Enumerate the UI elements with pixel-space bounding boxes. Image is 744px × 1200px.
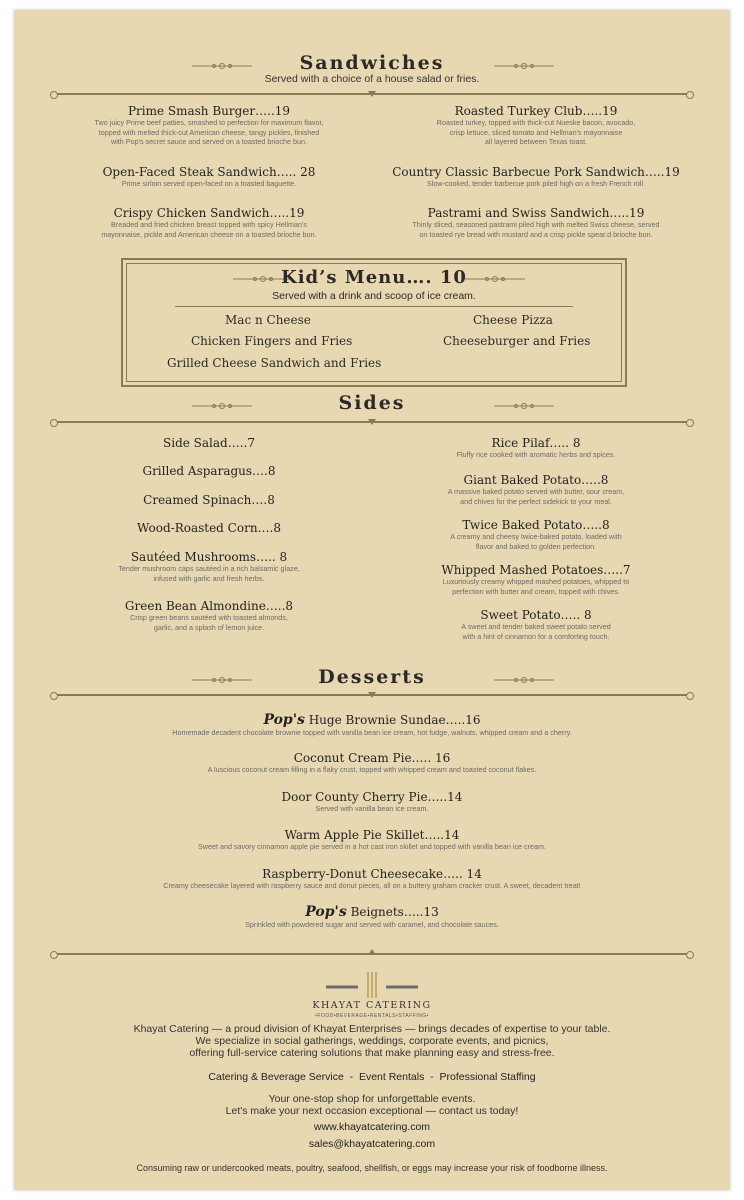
item-name: Beignets…..13 — [350, 905, 439, 919]
kids-item: Cheeseburger and Fries — [443, 334, 591, 348]
kids-divider — [175, 306, 573, 307]
right-flourish-icon — [494, 676, 554, 684]
menu-item — [380, 206, 692, 239]
item-name: Wood-Roasted Corn….8 — [136, 521, 282, 535]
section-divider — [54, 93, 690, 95]
item-name: Grilled Asparagus….8 — [142, 464, 276, 478]
item-description: A sweet and tender baked sweet potato served with a hint of cinnamon for a comforting touch. — [461, 622, 611, 641]
foodborne-disclaimer: Consuming raw or undercooked meats, poultry, seafood, shellfish, or eggs may increase your risk of foodborne illness. — [136, 1163, 608, 1173]
side-item — [380, 563, 692, 596]
item-name: Side Salad…..7 — [163, 436, 255, 450]
item-name: Pastrami and Swiss Sandwich…..19 — [427, 206, 645, 220]
item-name: Green Bean Almondine…..8 — [124, 599, 294, 613]
menu-page — [14, 10, 730, 1190]
email-link[interactable]: sales@khayatcatering.com — [308, 1138, 436, 1150]
side-item — [380, 473, 692, 506]
item-description: Two juicy Prime beef patties, smashed to perfection for maximum flavor, topped with melted thick-cut American cheese, tangy pickles, finished with Pop's secret sauce and served on a toasted brioche bun. — [94, 118, 324, 146]
dessert-item — [54, 790, 690, 814]
item-name: Open-Faced Steak Sandwich….. 28 — [102, 165, 316, 179]
item-description: A massive baked potato served with butter, sour cream, and chives for the perfect sidekick to your meal. — [447, 487, 625, 506]
item-description: Luxuriously creamy whipped mashed potatoes, whipped to perfection with butter and cream, topped with chives. — [442, 577, 630, 596]
item-name: Roasted Turkey Club…..19 — [454, 104, 618, 118]
kids-menu-subtitle: Served with a drink and scoop of ice cream. — [272, 290, 476, 302]
item-description: Tender mushroom caps sautéed in a rich balsamic glaze, infused with garlic and fresh herbs. — [118, 564, 300, 583]
item-name: Sweet Potato….. 8 — [480, 608, 592, 622]
desserts-title: Desserts — [318, 666, 426, 688]
kids-menu-title: Kid’s Menu…. 10 — [281, 267, 467, 288]
item-description: Prime sirloin served open-faced on a toasted baguette. — [121, 179, 297, 188]
kids-item: Mac n Cheese — [225, 313, 311, 327]
sides-title: Sides — [338, 392, 406, 414]
item-description: Fluffy rice cooked with aromatic herbs and spices. — [456, 450, 616, 459]
item-description: A creamy and cheesy twice-baked potato, loaded with flavor and baked to golden perfection. — [450, 532, 622, 551]
item-name: Rice Pilaf….. 8 — [491, 436, 581, 450]
kids-item: Grilled Cheese Sandwich and Fries — [167, 356, 382, 370]
item-description: A luscious coconut cream filling in a flaky crust, topped with whipped cream and toasted coconut flakes. — [207, 765, 537, 774]
side-item — [54, 493, 364, 507]
item-name: Warm Apple Pie Skillet…..14 — [284, 828, 460, 842]
kids-item: Chicken Fingers and Fries — [191, 334, 353, 348]
item-name: Whipped Mashed Potatoes…..7 — [441, 563, 631, 577]
sandwiches-subtitle: Served with a choice of a house salad or fries. — [264, 73, 480, 85]
dessert-item — [54, 712, 690, 738]
item-description: Creamy cheesecake layered with raspberry sauce and donut pieces, all on a buttery graham cracker crust. A sweet, decadent treat! — [163, 881, 581, 890]
item-name: Crispy Chicken Sandwich…..19 — [113, 206, 305, 220]
item-description: Sprinkled with powdered sugar and served with caramel, and chocolate sauces. — [245, 920, 499, 929]
item-description: Sweet and savory cinnamon apple pie served in a hot cast iron skillet and topped with vanilla bean ice cream. — [198, 842, 546, 851]
side-item — [380, 436, 692, 460]
logo-tagline: •FOOD•BEVERAGE•RENTALS•STAFFING• — [315, 1013, 429, 1019]
menu-item — [380, 165, 692, 189]
item-description: Served with vanilla bean ice cream. — [315, 804, 429, 813]
menu-item — [54, 206, 364, 239]
item-name: Coconut Cream Pie….. 16 — [293, 751, 451, 765]
khayat-logo-icon — [326, 970, 418, 1000]
side-item — [54, 436, 364, 450]
logo-name: KHAYAT CATERING — [312, 1000, 432, 1011]
item-name: Huge Brownie Sundae…..16 — [308, 713, 481, 727]
item-description: Roasted turkey, topped with thick-cut Nueske bacon, avocado, crisp lettuce, sliced tomato and Hellman's mayonnaise all layered between Texas toast. — [436, 118, 636, 146]
item-description: Slow-cooked, tender barbecue pork piled high on a fresh French roll. — [426, 179, 646, 188]
dessert-item — [54, 751, 690, 775]
item-name: Raspberry-Donut Cheesecake….. 14 — [262, 867, 482, 881]
side-item — [380, 518, 692, 551]
right-flourish-icon — [494, 62, 554, 70]
sandwiches-title: Sandwiches — [299, 52, 445, 74]
item-description: Crisp green beans sautéed with toasted almonds, garlic, and a splash of lemon juice. — [130, 613, 288, 632]
website-link[interactable]: www.khayatcatering.com — [313, 1121, 431, 1133]
kids-item: Cheese Pizza — [473, 313, 553, 327]
dessert-item — [54, 867, 690, 891]
menu-item — [54, 165, 364, 189]
item-name: Giant Baked Potato…..8 — [463, 473, 609, 487]
cta-text: Your one-stop shop for unforgettable events. Let's make your next occasion exceptional — contact us today! — [225, 1093, 519, 1117]
dessert-item — [54, 904, 690, 930]
section-divider — [54, 421, 690, 423]
section-divider — [54, 953, 690, 955]
item-name: Creamed Spinach….8 — [143, 493, 275, 507]
item-description: Breaded and fried chicken breast topped with spicy Hellman's mayonnaise, pickle and American cheese on a toasted brioche bun. — [101, 220, 317, 239]
about-text: Khayat Catering — a proud division of Khayat Enterprises — brings decades of expertise to your table. We specialize in social gatherings, weddings, corporate events, and picnics, offering full-service catering solutions that make planning easy and stress-free. — [133, 1023, 611, 1059]
item-name: Country Classic Barbecue Pork Sandwich…..19 — [392, 165, 680, 179]
item-description: Thinly sliced, seasoned pastrami piled high with melted Swiss cheese, served on toasted rye bread with mustard and a crisp pickle spear.d brioche bun. — [412, 220, 660, 239]
right-flourish-icon — [465, 275, 525, 283]
item-name: Door County Cherry Pie…..14 — [281, 790, 463, 804]
item-name: Twice Baked Potato…..8 — [462, 518, 610, 532]
side-item — [54, 521, 364, 535]
side-item — [54, 550, 364, 583]
side-item — [54, 599, 364, 632]
dessert-item — [54, 828, 690, 852]
item-name: Sautéed Mushrooms….. 8 — [130, 550, 288, 564]
item-name: Prime Smash Burger…..19 — [127, 104, 291, 118]
kids-menu-box — [121, 258, 627, 387]
item-description: Homemade decadent chocolate brownie topped with vanilla bean ice cream, hot fudge, walnuts, whipped cream and a cherry. — [172, 728, 572, 737]
side-item — [380, 608, 692, 641]
pops-logo: Pop's — [263, 712, 305, 728]
right-flourish-icon — [494, 402, 554, 410]
menu-item — [380, 104, 692, 147]
section-divider — [54, 694, 690, 696]
pops-logo: Pop's — [305, 904, 347, 920]
services-line: Catering & Beverage Service - Event Rentals - Professional Staffing — [208, 1071, 536, 1083]
menu-item — [54, 104, 364, 147]
side-item — [54, 464, 364, 478]
